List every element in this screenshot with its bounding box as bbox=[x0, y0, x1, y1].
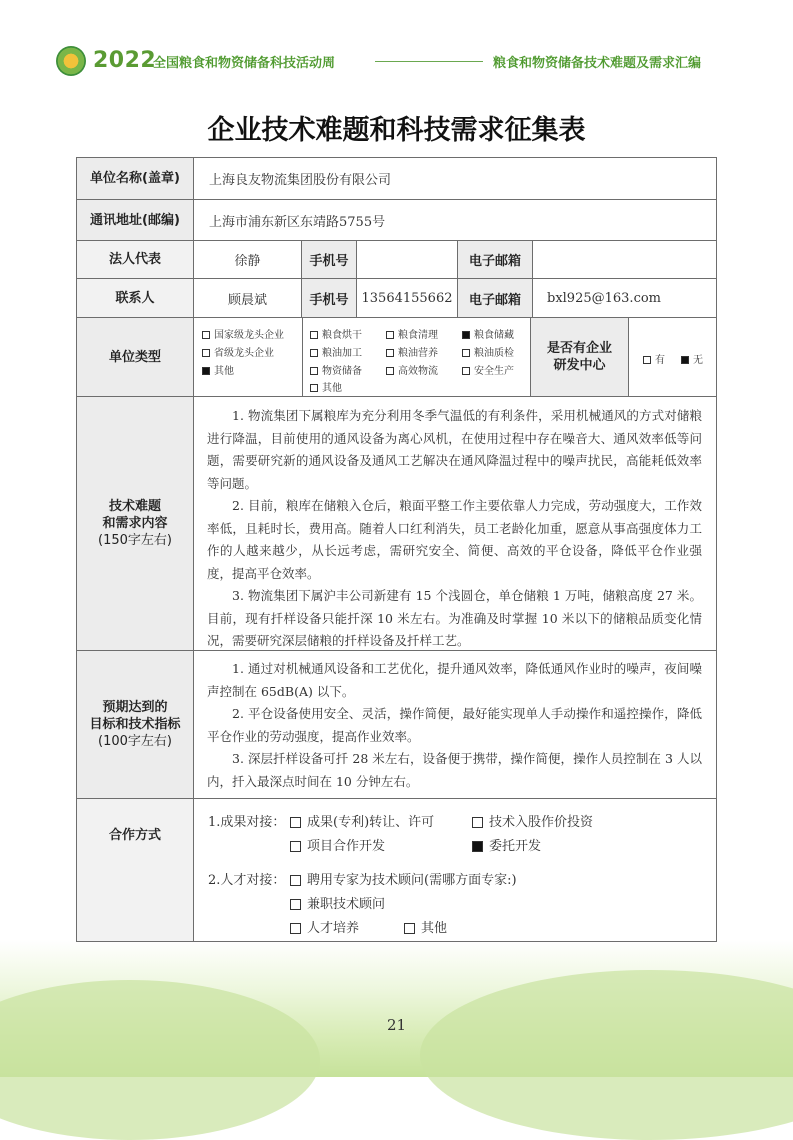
decorative-hill bbox=[420, 970, 793, 1140]
result-option[interactable]: 技术入股作价投资 bbox=[472, 811, 593, 830]
result-docking-label: 1.成果对接： bbox=[208, 815, 286, 830]
talent-option[interactable]: 其他 bbox=[404, 917, 447, 936]
checkbox-icon[interactable] bbox=[290, 817, 301, 828]
decorative-hill bbox=[0, 980, 320, 1140]
contact-email-label: 电子邮箱 bbox=[458, 279, 533, 317]
contact-email[interactable]: bxl925@163.com bbox=[547, 290, 662, 306]
unit-field-option[interactable]: 粮油营养 bbox=[386, 344, 438, 359]
unit-field-option[interactable]: 粮油质检 bbox=[462, 344, 514, 359]
page-number: 21 bbox=[386, 1016, 407, 1034]
checkbox-icon[interactable] bbox=[290, 841, 301, 852]
legal-rep-label: 法人代表 bbox=[77, 241, 194, 278]
targets-paragraph: 3. 深层扦样设备可扦 28 米左右，设备便于携带，操作简便，操作人员控制在 3 人以内，扦入最深点时间在 10 分钟左右。 bbox=[207, 751, 702, 789]
rd-center-label-line2: 研发中心 bbox=[553, 358, 606, 373]
tech-problem-paragraph: 3. 物流集团下属沪丰公司新建有 15 个浅圆仓，单仓储粮 1 万吨，储粮高度 27 米。目前，现有扦样设备只能扦深 10 米左右。为准确及时掌握 10 米以下的储粮品质变化情况，需要研究深层储粮的扦样设备及扦样工艺。 bbox=[207, 588, 702, 648]
grain-logo-icon bbox=[56, 46, 86, 76]
result-option[interactable]: 项目合作开发 bbox=[290, 835, 385, 854]
checkbox-icon[interactable] bbox=[404, 923, 415, 934]
unit-field-option[interactable]: 安全生产 bbox=[462, 362, 514, 377]
contact-row bbox=[77, 279, 716, 318]
address-label: 通讯地址(邮编) bbox=[77, 200, 194, 240]
checkbox-icon[interactable] bbox=[386, 367, 394, 375]
form-title: 企业技术难题和科技需求征集表 bbox=[207, 115, 586, 146]
header-left-title: 全国粮食和物资储备科技活动周 bbox=[153, 56, 336, 71]
unit-level-option[interactable]: 其他 bbox=[202, 362, 234, 377]
checkbox-icon[interactable] bbox=[462, 349, 470, 357]
talent-option[interactable]: 聘用专家为技术顾问(需哪方面专家:) bbox=[290, 869, 517, 888]
legal-rep-phone-label: 手机号 bbox=[302, 241, 357, 278]
unit-field-option[interactable]: 粮油加工 bbox=[310, 344, 362, 359]
rd-center-label-line1: 是否有企业 bbox=[546, 341, 612, 356]
tech-problem-paragraph: 2. 目前，粮库在储粮入仓后，粮面平整工作主要依靠人力完成，劳动强度大，工作效率低，且耗时长，费用高。随着人口红利消失，员工老龄化加重，愿意从事高强度体力工作的人越来越少，从长远考虑，需研究安全、简便、高效的平仓设备，降低平仓作业强度，提高平仓效率。 bbox=[207, 498, 702, 581]
cooperation-row bbox=[77, 799, 716, 941]
demand-form-table bbox=[76, 157, 717, 942]
legal-rep-name[interactable]: 徐静 bbox=[194, 241, 302, 278]
rd-center-no-option[interactable]: 无 bbox=[681, 351, 703, 366]
checkbox-checked-icon[interactable] bbox=[472, 841, 483, 852]
address-value[interactable]: 上海市浦东新区东靖路5755号 bbox=[209, 214, 386, 230]
tech-problem-content[interactable] bbox=[207, 405, 702, 653]
unit-field-option[interactable]: 粮食烘干 bbox=[310, 326, 362, 341]
targets-row bbox=[77, 651, 716, 799]
talent-docking-label: 2.人才对接： bbox=[208, 873, 286, 888]
targets-paragraph: 1. 通过对机械通风设备和工艺优化，提升通风效率，降低通风作业时的噪声，夜间噪声控制在 65dB(A) 以下。 bbox=[207, 661, 702, 699]
legal-rep-row bbox=[77, 241, 716, 279]
unit-field-option[interactable]: 粮食清理 bbox=[386, 326, 438, 341]
result-option[interactable]: 成果(专利)转让、许可 bbox=[290, 811, 434, 830]
header-right-title: 粮食和物资储备技术难题及需求汇编 bbox=[493, 56, 702, 71]
checkbox-icon[interactable] bbox=[462, 367, 470, 375]
unit-field-option[interactable]: 粮食储藏 bbox=[462, 326, 514, 341]
header-year: 2022 bbox=[93, 48, 157, 73]
legal-rep-phone[interactable] bbox=[357, 241, 458, 278]
checkbox-icon[interactable] bbox=[290, 899, 301, 910]
rd-center-label bbox=[531, 318, 629, 396]
checkbox-icon[interactable] bbox=[472, 817, 483, 828]
checkbox-icon[interactable] bbox=[310, 367, 318, 375]
checkbox-icon[interactable] bbox=[202, 331, 210, 339]
targets-paragraph: 2. 平仓设备使用安全、灵活，操作简便，最好能实现单人手动操作和遥控操作，降低平仓作业的劳动强度，提高作业效率。 bbox=[207, 706, 702, 744]
checkbox-icon[interactable] bbox=[386, 331, 394, 339]
unit-field-option[interactable]: 高效物流 bbox=[386, 362, 438, 377]
unit-field-option[interactable]: 物资储备 bbox=[310, 362, 362, 377]
checkbox-checked-icon[interactable] bbox=[681, 356, 689, 364]
contact-label: 联系人 bbox=[77, 279, 194, 317]
company-value[interactable]: 上海良友物流集团股份有限公司 bbox=[209, 173, 392, 188]
checkbox-checked-icon[interactable] bbox=[462, 331, 470, 339]
company-row bbox=[77, 158, 716, 200]
checkbox-icon[interactable] bbox=[310, 331, 318, 339]
targets-label: 预期达到的 目标和技术指标 (100字左右) bbox=[77, 651, 194, 798]
page-header bbox=[0, 0, 793, 95]
checkbox-checked-icon[interactable] bbox=[202, 367, 210, 375]
company-label: 单位名称(盖章) bbox=[77, 158, 194, 199]
contact-phone-label: 手机号 bbox=[302, 279, 357, 317]
talent-option[interactable]: 兼职技术顾问 bbox=[290, 893, 385, 912]
tech-problem-label: 技术难题 和需求内容 (150字左右) bbox=[77, 397, 194, 650]
result-option[interactable]: 委托开发 bbox=[472, 835, 541, 854]
checkbox-icon[interactable] bbox=[290, 923, 301, 934]
checkbox-icon[interactable] bbox=[310, 384, 318, 392]
legal-rep-email-label: 电子邮箱 bbox=[458, 241, 533, 278]
checkbox-icon[interactable] bbox=[643, 356, 651, 364]
talent-option[interactable]: 人才培养 bbox=[290, 917, 359, 936]
unit-type-label: 单位类型 bbox=[77, 318, 194, 396]
cooperation-label: 合作方式 bbox=[77, 799, 194, 941]
checkbox-icon[interactable] bbox=[290, 875, 301, 886]
checkbox-icon[interactable] bbox=[386, 349, 394, 357]
unit-level-option[interactable]: 省级龙头企业 bbox=[202, 344, 274, 359]
checkbox-icon[interactable] bbox=[310, 349, 318, 357]
header-divider bbox=[375, 61, 483, 62]
contact-phone[interactable]: 13564155662 bbox=[357, 279, 458, 317]
address-row bbox=[77, 200, 716, 241]
tech-problem-row bbox=[77, 397, 716, 651]
unit-level-option[interactable]: 国家级龙头企业 bbox=[202, 326, 284, 341]
unit-field-option[interactable]: 其他 bbox=[310, 379, 342, 394]
unit-type-row bbox=[77, 318, 716, 397]
contact-name[interactable]: 顾晨斌 bbox=[194, 279, 302, 317]
tech-problem-paragraph: 1. 物流集团下属粮库为充分利用冬季气温低的有利条件，采用机械通风的方式对储粮进行降温，目前使用的通风设备为离心风机，在使用过程中存在噪音大、通风效率低等问题，需要研究新的通风设备及通风工艺解决在通风降温过程中的噪声扰民，高能耗低效率等问题。 bbox=[207, 408, 702, 491]
checkbox-icon[interactable] bbox=[202, 349, 210, 357]
footer-background bbox=[0, 940, 793, 1077]
rd-center-yes-option[interactable]: 有 bbox=[643, 351, 665, 366]
targets-content[interactable] bbox=[207, 658, 702, 793]
